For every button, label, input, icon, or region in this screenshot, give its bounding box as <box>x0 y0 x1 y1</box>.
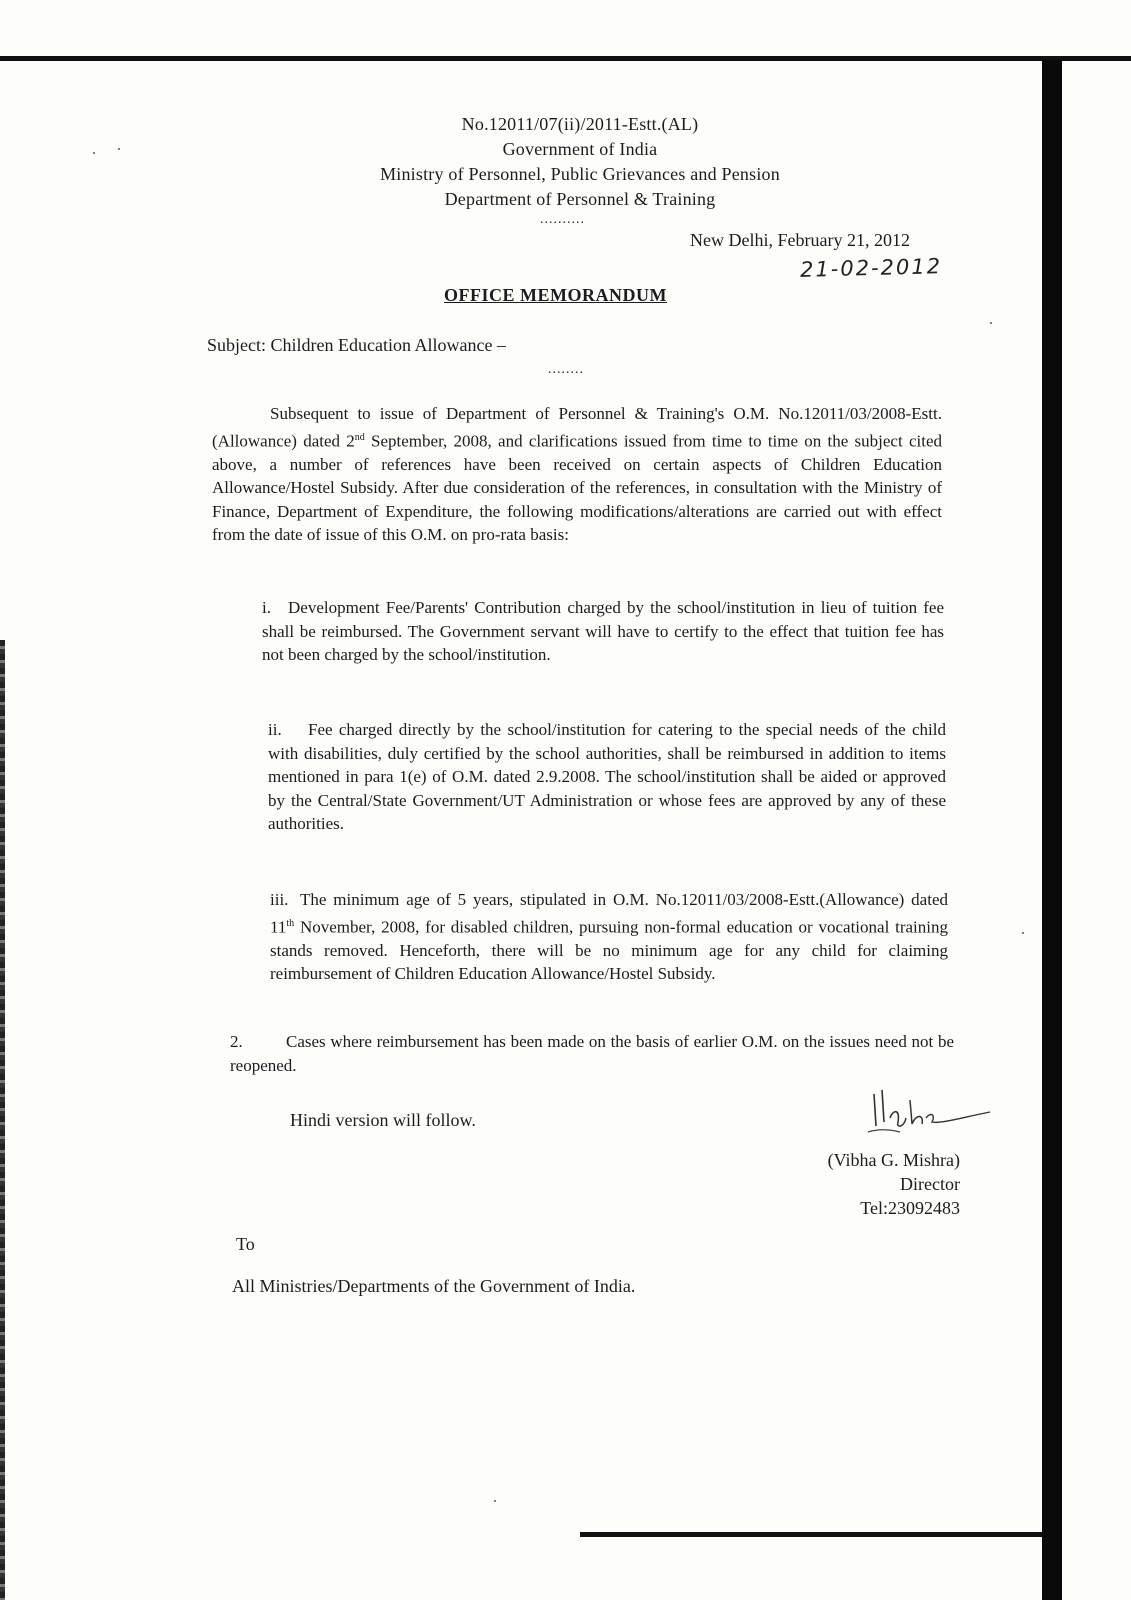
item-i-paragraph <box>262 596 944 667</box>
scan-speck <box>118 148 120 150</box>
scan-border-left <box>0 640 5 1600</box>
scan-border-top <box>0 56 1131 61</box>
file-number: No.12011/07(ii)/2011-Estt.(AL) <box>461 114 699 134</box>
intro-paragraph <box>212 402 942 547</box>
to-label: To <box>236 1234 255 1254</box>
intro-text-continued: September, 2008, and clarifications issued from time to time on the subject cited above, a number of references have been received on certain aspects of Children Education Allowance/Hostel Subsidy. After due consideration of the references, in consultation with the Ministry of Finance, Department of Expenditure, the following modifications/alterations are carried out with effect from the date of issue of this O.M. on pro-rata basis: <box>212 431 942 545</box>
scan-border-bottom <box>580 1532 1042 1537</box>
item-i-number: i. <box>262 598 271 617</box>
item-iii-superscript: th <box>286 917 295 929</box>
scan-speck <box>990 322 992 324</box>
paragraph-2-text: Cases where reimbursement has been made on the basis of earlier O.M. on the issues need not be reopened. <box>230 1032 954 1075</box>
issue-date: New Delhi, February 21, 2012 <box>690 230 910 250</box>
item-iii-number: iii. <box>270 890 289 909</box>
intro-text: Subsequent to issue of Department of Personnel & Training's O.M. No.12011/03/2008-Estt.(Allowance) dated 2 <box>212 404 942 451</box>
ministry-name: Ministry of Personnel, Public Grievances and Pension <box>380 164 780 184</box>
scan-speck <box>494 1500 496 1502</box>
item-i-text: Development Fee/Parents' Contribution charged by the school/institution in lieu of tuition fee shall be reimbursed. The Government servant will have to certify to the effect that tuition fee has not been charged by the school/institution. <box>262 598 944 664</box>
government-name: Government of India <box>502 139 658 159</box>
signatory-block <box>780 1148 960 1220</box>
hindi-version-note: Hindi version will follow. <box>290 1110 476 1130</box>
subject-line: Subject: Children Education Allowance – <box>207 335 506 355</box>
signatory-telephone: Tel:23092483 <box>860 1198 960 1218</box>
item-iii-text: The minimum age of 5 years, stipulated in O.M. No.12011/03/2008-Estt.(Allowance) dated 11 <box>270 890 948 937</box>
item-ii-paragraph <box>268 718 946 836</box>
item-iii-text-continued: November, 2008, for disabled children, pursuing non-formal education or vocational training stands removed. Henceforth, there will be no minimum age for any child for claiming reimbursement of Children Education Allowance/Hostel Subsidy. <box>270 917 948 984</box>
header-separator: .......... <box>540 212 585 227</box>
signatory-designation: Director <box>900 1174 960 1194</box>
item-iii-paragraph <box>270 888 948 986</box>
item-ii-number: ii. <box>268 720 282 739</box>
item-ii-text: Fee charged directly by the school/institution for catering to the special needs of the child with disabilities, duly certified by the school authorities, shall be reimbursed in addition to items mentioned in para 1(e) of O.M. dated 2.9.2008. The school/institution shall be aided or approved by the Central/State Government/UT Administration or whose fees are approved by any of these authorities. <box>268 720 946 833</box>
department-name: Department of Personnel & Training <box>444 189 716 209</box>
intro-superscript: nd <box>354 431 365 443</box>
subject-separator: ........ <box>548 362 584 377</box>
scan-speck <box>1022 932 1024 934</box>
recipients: All Ministries/Departments of the Government of India. <box>232 1276 636 1296</box>
signatory-name: (Vibha G. Mishra) <box>827 1150 960 1170</box>
handwritten-date: 21-02-2012 <box>799 254 943 282</box>
scan-border-right <box>1042 60 1062 1600</box>
document-title: OFFICE MEMORANDUM <box>444 285 667 305</box>
paragraph-2 <box>230 1030 954 1077</box>
paragraph-2-number: 2. <box>230 1032 243 1051</box>
signature-scribble <box>860 1088 996 1150</box>
scan-speck <box>93 152 95 154</box>
letterhead <box>300 112 860 212</box>
